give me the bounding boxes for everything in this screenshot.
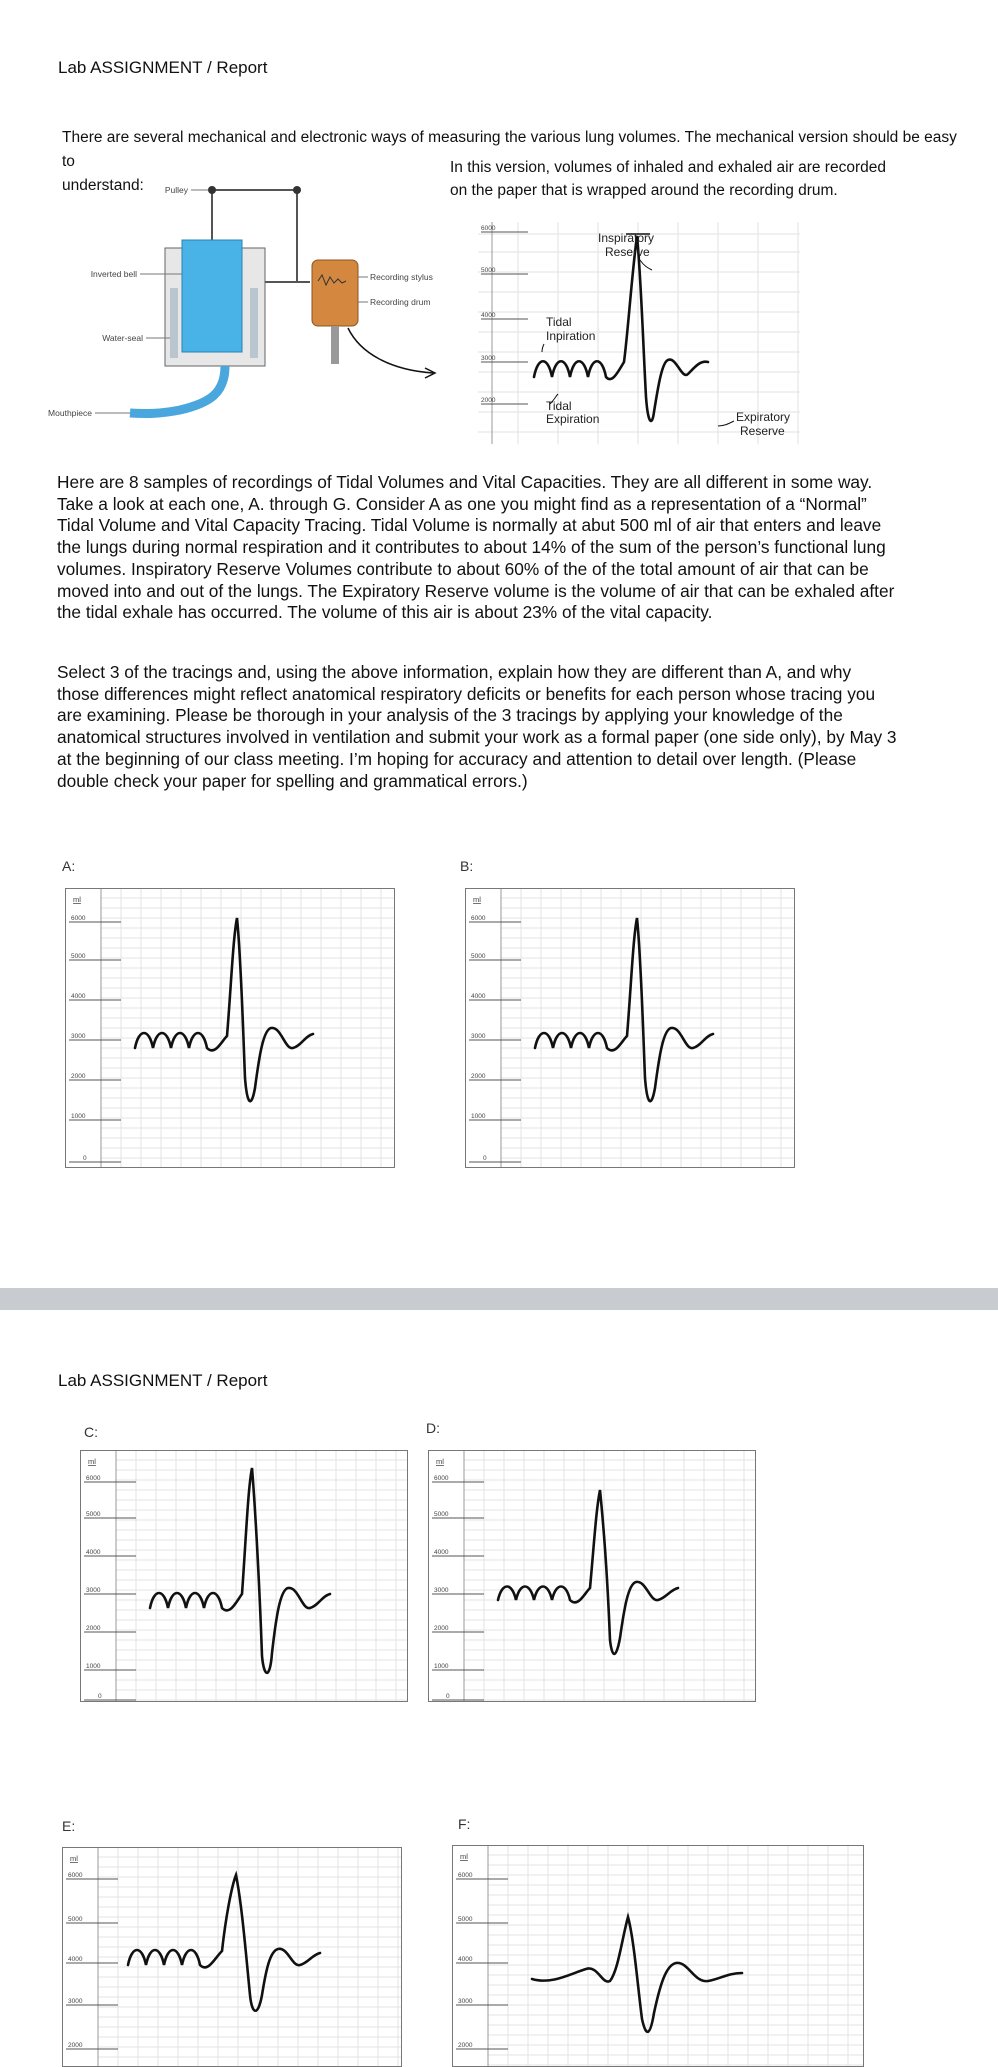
- y-tick: 6000: [481, 225, 496, 232]
- paragraph-line: the tidal exhale has occurred. The volume of this air is about 23% of the vital capacity.: [57, 602, 713, 623]
- y-tick: 4000: [481, 312, 496, 319]
- y-tick: 2000: [86, 1625, 101, 1632]
- y-tick: 2000: [458, 2042, 473, 2049]
- pulley-left-icon: [208, 186, 216, 194]
- y-tick: 6000: [471, 915, 486, 922]
- y-tick: 4000: [434, 1549, 449, 1556]
- paragraph-line: the lungs during normal respiration and it contributes to about 14% of the sum of the person’s functional lung: [57, 537, 886, 558]
- y-tick: 2000: [68, 2042, 83, 2049]
- y-tick: 6000: [458, 1872, 473, 1879]
- page-header: Lab ASSIGNMENT / Report: [58, 58, 268, 77]
- instructions-paragraph-1: [57, 472, 957, 624]
- y-tick: 3000: [471, 1033, 486, 1040]
- paragraph-line: those differences might reflect anatomical respiratory deficits or benefits for each person whose tracing you: [57, 683, 876, 704]
- page-2: [0, 1310, 998, 2067]
- y-tick: 0: [98, 1693, 102, 1700]
- paragraph-line: at the beginning of our class meeting. I’m hoping for accuracy and attention to detail over length. (Please: [57, 748, 857, 769]
- y-tick: 5000: [71, 953, 86, 960]
- unit-label: ml: [436, 1457, 444, 1466]
- y-tick: 6000: [71, 915, 86, 922]
- label-recording-stylus: Recording stylus: [370, 272, 433, 282]
- y-tick: 1000: [434, 1663, 449, 1670]
- label-pulley: Pulley: [164, 185, 188, 195]
- label-inspiratory-reserve: Reserve: [605, 245, 650, 259]
- paragraph-line: are examining. Please be thorough in your analysis of the 3 tracings by applying your knowledge of the: [57, 705, 843, 726]
- y-tick: 1000: [86, 1663, 101, 1670]
- label-tidal-expiration: Tidal: [546, 399, 572, 413]
- intro-line: understand:: [62, 177, 144, 194]
- recording-caption-line: In this version, volumes of inhaled and exhaled air are recorded: [450, 159, 886, 176]
- tracing-e-letter: E:: [62, 1818, 76, 1834]
- tracing-a-letter: A:: [62, 858, 76, 874]
- recording-caption-line: on the paper that is wrapped around the recording drum.: [450, 182, 838, 199]
- page-divider: [0, 1288, 998, 1310]
- inverted-bell: [182, 240, 242, 352]
- unit-label: ml: [73, 895, 81, 904]
- y-tick: 0: [446, 1693, 450, 1700]
- spirometer-diagram: [48, 178, 450, 438]
- labeled-tracing-chart: [478, 222, 818, 444]
- y-tick: 3000: [481, 355, 496, 362]
- y-tick: 6000: [68, 1872, 83, 1879]
- label-expiratory-reserve: Reserve: [740, 424, 785, 438]
- label-inspiratory-reserve: Inspiratory: [598, 231, 655, 245]
- paragraph-line: anatomical structures involved in ventilation and submit your work as a formal paper (one side only), by May 3: [57, 727, 897, 748]
- pulley-right-icon: [293, 186, 301, 194]
- label-mouthpiece: Mouthpiece: [48, 408, 92, 418]
- y-tick: 3000: [68, 1998, 83, 2005]
- paragraph-line: volumes. Inspiratory Reserve Volumes contribute to about 60% of the of the total amount of air that can be: [57, 558, 869, 579]
- unit-label: ml: [88, 1457, 96, 1466]
- instructions-paragraph-2: [57, 662, 957, 792]
- label-tidal-expiration: Expiration: [546, 412, 600, 426]
- intro-line: There are several mechanical and electronic ways of measuring the various lung volumes. The mechanical version should be easy to: [62, 129, 957, 170]
- y-tick: 3000: [71, 1033, 86, 1040]
- label-expiratory-reserve: Expiratory: [736, 410, 791, 424]
- tracing-b-letter: B:: [460, 858, 474, 874]
- paragraph-line: Take a look at each one, A. through G. Consider A as one you might find as a representation of a “Normal”: [57, 493, 867, 514]
- paragraph-line: Here are 8 samples of recordings of Tidal Volumes and Vital Capacities. They are all different in some way.: [57, 472, 873, 492]
- y-tick: 1000: [471, 1113, 486, 1120]
- y-tick: 0: [483, 1155, 487, 1162]
- paragraph-line: Tidal Volume and Vital Capacity Tracing. Tidal Volume is normally at abut 500 ml of air that enters and leave: [57, 515, 882, 536]
- label-recording-drum: Recording drum: [370, 297, 431, 307]
- y-tick: 2000: [434, 1625, 449, 1632]
- y-tick: 2000: [71, 1073, 86, 1080]
- tracing-c-letter: C:: [84, 1424, 98, 1440]
- paragraph-line: double check your paper for spelling and grammatical errors.): [57, 770, 528, 791]
- y-tick: 5000: [86, 1511, 101, 1518]
- y-tick: 4000: [458, 1956, 473, 1963]
- y-tick: 1000: [71, 1113, 86, 1120]
- y-tick: 3000: [458, 1998, 473, 2005]
- y-tick: 5000: [68, 1916, 83, 1923]
- y-tick: 3000: [434, 1587, 449, 1594]
- tracing-f-letter: F:: [458, 1816, 471, 1832]
- unit-label: ml: [70, 1854, 78, 1863]
- y-tick: 6000: [86, 1475, 101, 1482]
- y-tick: 5000: [481, 267, 496, 274]
- label-water-seal: Water-seal: [102, 333, 143, 343]
- y-tick: 2000: [471, 1073, 486, 1080]
- y-tick: 0: [83, 1155, 87, 1162]
- unit-label: ml: [460, 1852, 468, 1861]
- y-tick: 5000: [458, 1916, 473, 1923]
- label-inverted-bell: Inverted bell: [90, 269, 137, 279]
- tracing-d-letter: D:: [426, 1420, 440, 1436]
- unit-label: ml: [473, 895, 481, 904]
- page-header: Lab ASSIGNMENT / Report: [58, 1371, 268, 1390]
- recording-caption: [450, 156, 920, 202]
- paragraph-line: Select 3 of the tracings and, using the above information, explain how they are different than A, and why: [57, 662, 852, 682]
- y-tick: 4000: [71, 993, 86, 1000]
- recording-drum: [312, 260, 358, 326]
- y-tick: 5000: [471, 953, 486, 960]
- y-tick: 4000: [68, 1956, 83, 1963]
- paragraph-line: moved into and out of the lungs. The Expiratory Reserve volume is the volume of air that can be exhaled after: [57, 580, 895, 601]
- y-tick: 4000: [471, 993, 486, 1000]
- y-tick: 4000: [86, 1549, 101, 1556]
- y-tick: 2000: [481, 397, 496, 404]
- y-tick: 3000: [86, 1587, 101, 1594]
- label-tidal-inspiration: Inpiration: [546, 329, 596, 343]
- label-tidal-inspiration: Tidal: [546, 315, 572, 329]
- y-tick: 6000: [434, 1475, 449, 1482]
- y-tick: 5000: [434, 1511, 449, 1518]
